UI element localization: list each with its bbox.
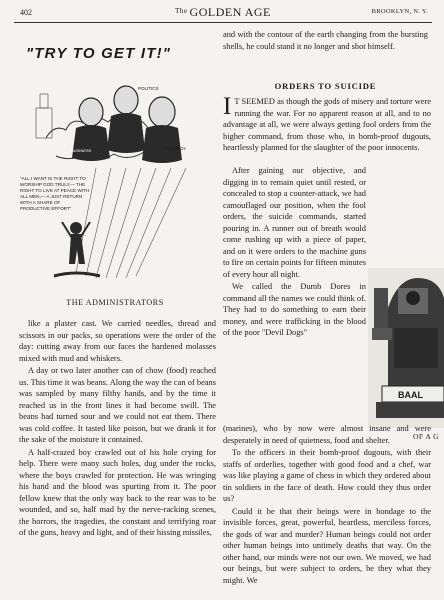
right-top-paragraph: and with the contour of the earth changing from the bursting shells, he could stand it no longer and shot himself. <box>223 30 428 51</box>
cartoon-illustration <box>16 28 214 298</box>
idol-photo <box>368 268 444 428</box>
cartoon-caption: THE ADMINISTRATORS <box>66 298 164 307</box>
masthead-title <box>14 5 432 20</box>
label-politics: POLITICS <box>138 86 159 91</box>
label-church: CHURCH <box>166 146 186 151</box>
running-header <box>14 5 432 23</box>
buildings-sketch <box>36 94 52 138</box>
right-lead-paragraph <box>223 93 431 154</box>
masthead-the: The <box>175 7 188 15</box>
photo-label: BAAL <box>398 390 423 400</box>
page-number: 402 <box>20 8 32 17</box>
narrow-paragraph: After gaining our objective, and digging in to remain quiet until rested, or concealed to stop a counter-attack, we had camouflaged our position, when the fool orders, the suicide commands, started pouring in. A runner out of breath would come rushing up with a piece of paper, and on it were orders to the machine guns to fire on certain points for fifteen minutes of every hour all night. <box>223 166 366 279</box>
cartoon-quote: "ALL I WANT IS THE RIGHT TO WORSHIP GOD TRULY,— THE RIGHT TO LIVE AT PEACE WITH ALL MEN,— A JUST RETURN WITH A SHARE OF PRODUCTIVE EFFORT" <box>20 176 90 211</box>
bottom-paragraph: To the officers in their bomb-proof dugouts, with their staffs of orderlies, together with good food and a chef, war was like playing a game of chess in which they ordered about tin soldiers in the face of death. How could they thus order us? <box>223 448 431 503</box>
photo-caption: OF A G <box>413 432 440 441</box>
left-paragraph: A day or two later another can of chow (food) reached us. This time it was beans. Along the way the can of beans was sampled by many filthy hands, and by the time it reached us in the front lines it had become swill. The beans had turned sour and we could not eat them. There was cold coffee. It tasted like poison, but we drank it for the sake of the moisture it contained. <box>19 366 216 444</box>
left-paragraph: like a plaster cast. We carried needles, thread and scissors in our packs, so operations were the order of the day: cutting away from our faces the hardened molasses mixed with mud and whiskers. <box>19 319 216 363</box>
label-business: BUSINESS <box>71 148 92 153</box>
left-column-body <box>19 318 216 539</box>
figure-church <box>142 97 186 163</box>
cartoon-headline: "TRY TO GET IT!" <box>26 45 172 62</box>
masthead-name: GOLDEN AGE <box>189 5 271 19</box>
cartoon-quote-box <box>20 176 90 238</box>
drop-cap: I <box>223 93 232 120</box>
figure-business <box>71 98 110 161</box>
right-column-bottom <box>223 423 431 586</box>
right-narrow-column <box>223 165 366 339</box>
lead-text: T SEEMED as though the gods of misery and torture were running the war. For no apparent reason at all, and to no advantage at all, we were always getting fool orders from the higher command, from those who, in bomb-proof dugouts, heartlessly planned for the slaughter of the poor innocents. <box>223 97 431 152</box>
right-column-top <box>223 29 428 52</box>
light-rays <box>76 168 186 278</box>
left-paragraph: A half-crazed boy crawled out of his hole crying for help. There were many such holes, dug under the rocks, where the boys crawled for protection. He was wringing his hand and the blood was spurting from it. The poor fellow knew that the only way back to the rear was to be wounded, and so, half mad by the nerve-racking scenes, the horrors, the tragedies, the constant and terrifying roar of the guns, heavy and light, and of their hissing missiles, <box>19 447 216 537</box>
publication-location: BROOKLYN, N. Y. <box>371 8 428 15</box>
section-title: ORDERS TO SUICIDE <box>274 81 377 91</box>
header-rule <box>14 22 432 23</box>
bottom-paragraph: (marines), who by now were almost insane and were desperately in need of quietness, food and shelter. <box>223 424 431 445</box>
bottom-paragraph: Could it be that their beings were in bondage to the invisible forces, great, powerful, heartless, merciless forces, the gods of war and murder? Human beings could not order other human beings into untimely deaths that way. On the other hand, our minds were not our own. We moved, we had our beings, but were subject to orders, be they what they might. We <box>223 506 431 585</box>
narrow-paragraph: We called the Dumb Dores in command all the names we could think of. They had to do something to earn their money, and were trafficking in the blood of the poor "Devil Dogs" <box>223 282 366 337</box>
